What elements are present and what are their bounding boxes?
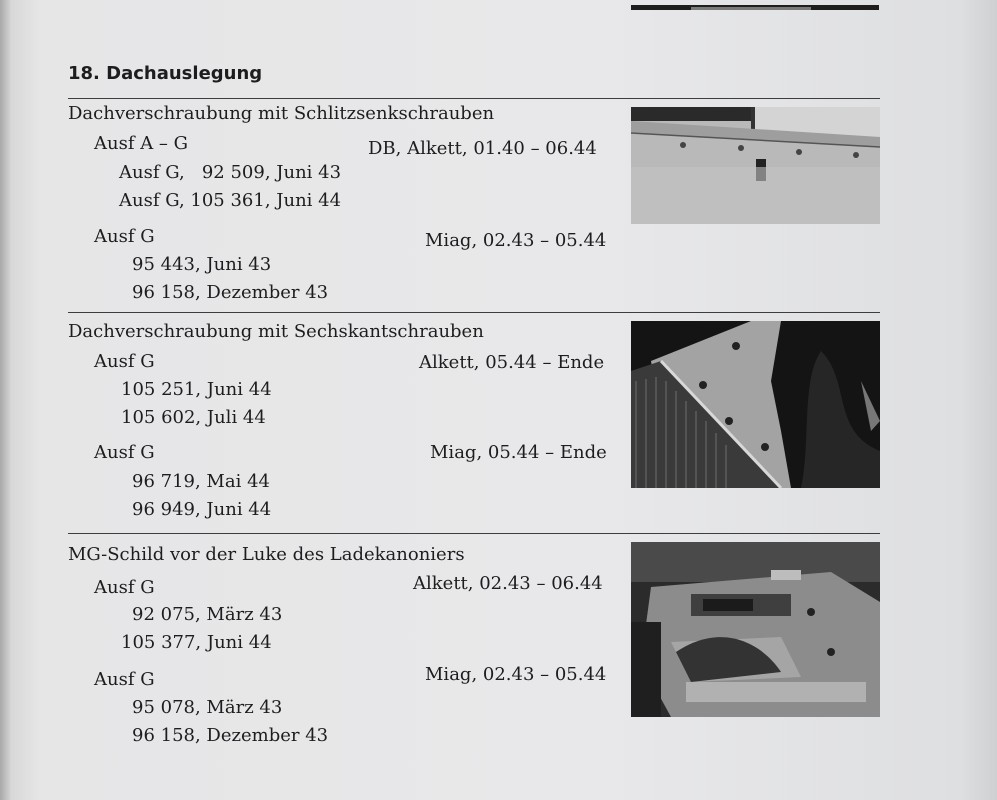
example-line: Ausf G, 92 509, Juni 43 <box>119 162 342 183</box>
manufacturer-range: Miag, 02.43 – 05.44 <box>425 230 607 251</box>
example-line: 96 719, Mai 44 <box>132 471 270 492</box>
photo-hex-screws <box>631 321 880 488</box>
manufacturer-range: Alkett, 05.44 – Ende <box>419 352 605 373</box>
previous-section-photo <box>631 0 879 10</box>
entry-rule <box>68 312 880 313</box>
example-line: 105 251, Juni 44 <box>121 379 272 400</box>
variant-label: Ausf G <box>94 669 155 690</box>
manufacturer-range: Alkett, 02.43 – 06.44 <box>413 573 603 594</box>
example-line: 95 443, Juni 43 <box>132 254 272 275</box>
photo-mg-shield <box>631 542 880 717</box>
entry-heading: Dachverschraubung mit Schlitzsenkschrauben <box>68 103 495 124</box>
section-rule <box>68 98 880 99</box>
manufacturer-range: Miag, 02.43 – 05.44 <box>425 664 607 685</box>
variant-label: Ausf G <box>94 577 155 598</box>
example-line: 105 377, Juni 44 <box>121 632 272 653</box>
entry-rule <box>68 533 880 534</box>
variant-label: Ausf A – G <box>94 133 189 154</box>
manufacturer-range: Miag, 05.44 – Ende <box>430 442 607 463</box>
example-line: 96 158, Dezember 43 <box>132 725 329 746</box>
photo-slotted-screws <box>631 107 880 224</box>
section-title: 18. Dachauslegung <box>68 63 263 84</box>
entry-heading: Dachverschraubung mit Sechskantschrauben <box>68 321 484 342</box>
example-line: 92 075, März 43 <box>132 604 283 625</box>
variant-label: Ausf G <box>94 226 155 247</box>
entry-heading: MG-Schild vor der Luke des Ladekanoniers <box>68 544 465 565</box>
variant-label: Ausf G <box>94 442 155 463</box>
example-line: 96 949, Juni 44 <box>132 499 272 520</box>
variant-label: Ausf G <box>94 351 155 372</box>
manufacturer-range: DB, Alkett, 01.40 – 06.44 <box>368 138 597 159</box>
page-binding-edge <box>0 0 10 800</box>
example-line: 96 158, Dezember 43 <box>132 282 329 303</box>
example-line: Ausf G, 105 361, Juni 44 <box>119 190 342 211</box>
example-line: 95 078, März 43 <box>132 697 283 718</box>
example-line: 105 602, Juli 44 <box>121 407 266 428</box>
